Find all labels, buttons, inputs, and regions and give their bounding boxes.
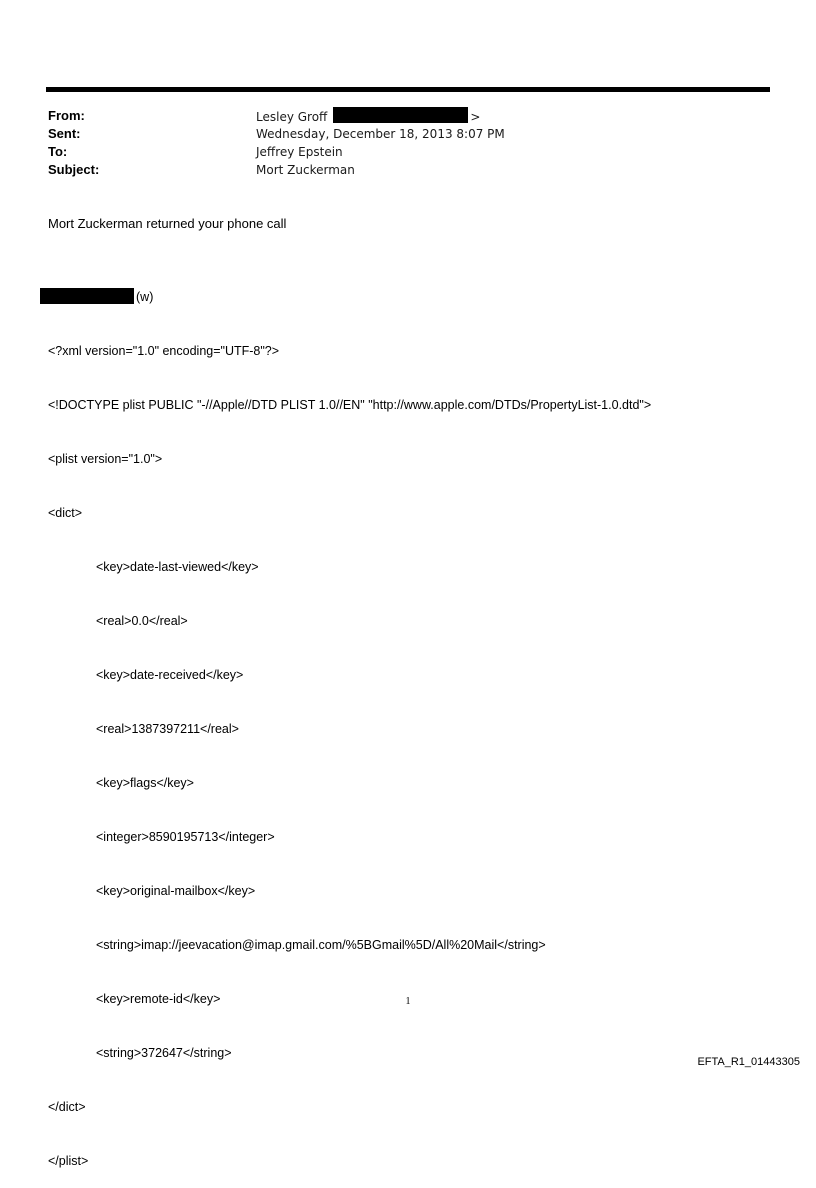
plist-line: <string>imap://jeevacation@imap.gmail.com/%5BGmail%5D/All%20Mail</string> <box>96 938 546 952</box>
email-header <box>48 107 505 179</box>
from-label: From: <box>48 108 85 123</box>
sender-email-close: > <box>470 110 481 124</box>
plist-line: <plist version="1.0"> <box>48 452 163 466</box>
to-value: Jeffrey Epstein <box>256 145 343 159</box>
plist-line: </dict> <box>48 1100 86 1114</box>
sender-name: Lesley Groff <box>256 110 328 124</box>
page-number: 1 <box>405 996 411 1007</box>
plist-line: <real>0.0</real> <box>96 614 188 628</box>
from-row <box>48 107 505 125</box>
plist-block <box>48 252 651 1188</box>
plist-line: <real>1387397211</real> <box>96 722 239 736</box>
from-value <box>256 107 480 125</box>
redaction-bar <box>333 107 468 123</box>
to-row <box>48 143 505 161</box>
sent-row <box>48 125 505 143</box>
subject-value: Mort Zuckerman <box>256 163 355 177</box>
to-label: To: <box>48 144 68 159</box>
plist-line: </plist> <box>48 1154 89 1168</box>
document-id: EFTA_R1_01443305 <box>697 1056 800 1068</box>
header-divider <box>46 87 770 92</box>
redaction-bar <box>40 288 134 304</box>
plist-line: <integer>8590195713</integer> <box>96 830 275 844</box>
plist-line: <!DOCTYPE plist PUBLIC "-//Apple//DTD PLIST 1.0//EN" "http://www.apple.com/DTDs/PropertyList-1.0.dtd"> <box>48 398 652 412</box>
plist-line: <key>original-mailbox</key> <box>96 884 256 898</box>
plist-line: <dict> <box>48 506 83 520</box>
plist-line: <string>372647</string> <box>96 1046 232 1060</box>
subject-label: Subject: <box>48 162 100 177</box>
subject-row <box>48 161 505 179</box>
plist-line: <?xml version="1.0" encoding="UTF-8"?> <box>48 344 280 358</box>
plist-line: <key>remote-id</key> <box>96 992 221 1006</box>
sent-label: Sent: <box>48 126 81 141</box>
phone-line <box>48 288 651 306</box>
plist-line: <key>date-last-viewed</key> <box>96 560 259 574</box>
message-body: Mort Zuckerman returned your phone call <box>48 216 287 231</box>
plist-line: <key>flags</key> <box>96 776 194 790</box>
sent-value: Wednesday, December 18, 2013 8:07 PM <box>256 127 505 141</box>
phone-suffix: (w) <box>136 290 154 304</box>
plist-line: <key>date-received</key> <box>96 668 244 682</box>
